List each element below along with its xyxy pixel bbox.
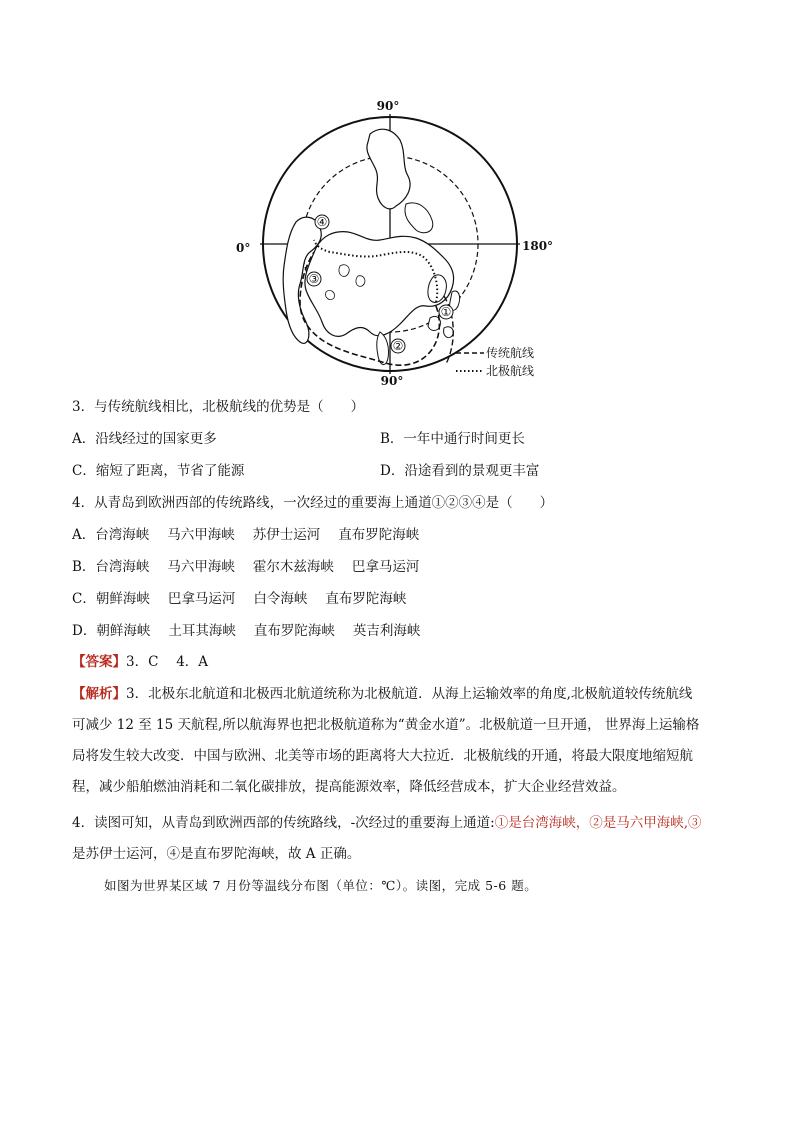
q4-option-item: 英吉利海峡 — [352, 623, 421, 639]
analysis-line: 局将发生较大改变．中国与欧洲、北美等市场的距离将大大拉近．北极航线的开通，将最大限度地缩短航 — [72, 748, 693, 764]
q4-option-letter: B． — [72, 559, 96, 575]
label-bottom: 90° — [380, 374, 404, 388]
next-question-intro: 如图为世界某区域 7 月份等温线分布图（单位：℃）。读图，完成 5-6 题。 — [104, 878, 538, 893]
q4-option-item: 马六甲海峡 — [167, 527, 235, 543]
arctic-route-map — [230, 96, 560, 388]
answer-label: 【答案】 — [72, 654, 126, 670]
q4-option-item: 直布罗陀海峡 — [253, 623, 335, 639]
analysis-line: 3．北极东北航道和北极西北航道统称为北极航道．从海上运输效率的角度,北极航道较传统航线 — [126, 686, 693, 702]
q4-option-c — [72, 589, 424, 609]
q3-option-b: B．一年中通行时间更长 — [380, 431, 525, 447]
analysis-q4-prefix: 4．读图可知，从青岛到欧洲西部的传统路线，-次经过的重要海上通道: — [72, 815, 495, 831]
analysis-line: 可减少 12 至 15 天航程,所以航海界也把北极航道称为“黄金水道”。北极航道一旦开通， 世界海上运输格 — [72, 717, 700, 733]
q4-option-letter: A． — [72, 527, 96, 543]
q4-option-item: 白令海峡 — [253, 591, 308, 607]
answer-line — [72, 652, 208, 672]
q4-option-item: 直布罗陀海峡 — [338, 527, 420, 543]
q4-option-a — [72, 525, 437, 545]
q4-option-item: 台湾海峡 — [95, 527, 150, 543]
q3-option-c: C．缩短了距离，节省了能源 — [72, 463, 245, 479]
q4-option-item: 霍尔木兹海峡 — [252, 559, 334, 575]
label-right: 180° — [522, 239, 554, 253]
answer-text: 3．C 4．A — [126, 654, 209, 670]
analysis-line: 程，减少船舶燃油消耗和二氧化碳排放，提高能源效率，降低经营成本，扩大企业经营效益。 — [72, 779, 626, 795]
q4-option-item: 台湾海峡 — [95, 559, 150, 575]
analysis-q4-answer-part1: ①是台湾海峡，②是马六甲海峡,③ — [494, 815, 702, 831]
q4-option-item: 巴拿马运河 — [167, 591, 236, 607]
q3-option-d: D．沿途看到的景观更丰富 — [380, 463, 540, 479]
label-left: 0° — [236, 241, 251, 255]
q4-stem: 4．从青岛到欧洲西部的传统路线，一次经过的重要海上通道①②③④是（ ） — [72, 495, 554, 511]
q4-option-item: 马六甲海峡 — [167, 559, 235, 575]
q4-option-d — [72, 621, 438, 641]
label-top: 90° — [376, 99, 400, 113]
legend-traditional: 传统航线 — [486, 346, 535, 360]
q4-option-item: 土耳其海峡 — [168, 623, 236, 639]
marker-3: ③ — [308, 272, 320, 286]
q4-option-letter: C． — [72, 591, 96, 607]
marker-1: ① — [440, 305, 452, 319]
q3-stem: 3．与传统航线相比，北极航线的优势是（ ） — [72, 399, 365, 415]
q4-option-item: 巴拿马运河 — [351, 559, 420, 575]
analysis-label: 【解析】 — [72, 686, 126, 702]
q3-option-a: A．沿线经过的国家更多 — [72, 431, 217, 447]
q4-option-letter: D． — [72, 623, 97, 639]
q4-option-item: 直布罗陀海峡 — [325, 591, 407, 607]
q4-option-item: 苏伊士运河 — [252, 527, 321, 543]
marker-4: ④ — [316, 215, 328, 229]
legend-arctic: 北极航线 — [486, 364, 535, 378]
q4-option-b — [72, 557, 437, 577]
q4-option-item: 朝鲜海峡 — [95, 591, 150, 607]
analysis-q4-answer-part2: 是苏伊士运河，④是直布罗陀海峡，故 A 正确。 — [72, 846, 361, 862]
analysis-paragraph-2 — [72, 808, 727, 870]
marker-2: ② — [392, 339, 404, 353]
q4-option-item: 朝鲜海峡 — [96, 623, 151, 639]
analysis-paragraph-1 — [72, 679, 727, 803]
